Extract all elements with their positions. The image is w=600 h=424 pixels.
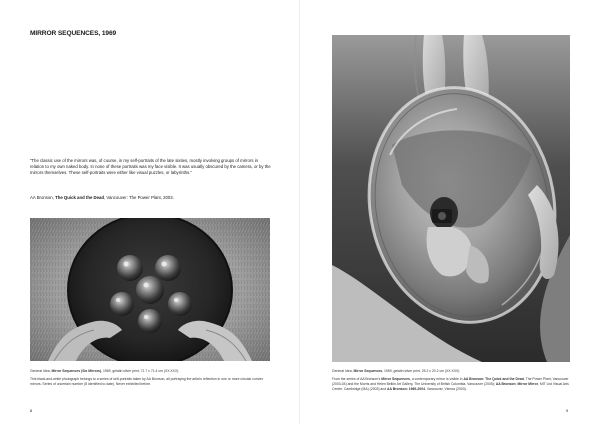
right-page — [300, 0, 600, 424]
right-caption-part-bold: Mirror Sequences — [381, 376, 410, 381]
right-photo-caption — [332, 369, 570, 392]
right-caption-part: , Vancouver, Vienna (2003). — [424, 386, 467, 391]
page-number-left: 8 — [30, 409, 33, 413]
quote-text: “The classic use of the mirrors was, of course, in my self-portraits of the late sixties, mostly involving groups of mirrors in relation to my own naked body. In none of these portraits was my face visible. It was usually obscured by the camera, or by the mirrors themselves. These self-portraits were either like visual puzzles, or labyrinths.” — [30, 158, 271, 176]
left-caption-heading — [30, 369, 272, 374]
right-caption-body — [332, 377, 570, 392]
page-number-right: 9 — [566, 409, 569, 413]
page-title: MIRROR SEQUENCES, 1969 — [30, 30, 117, 37]
left-caption-body: This black-and-white photograph belongs to a series of self-portraits taken by AA Bronson, all portraying the artist's reflection in one or more circular convex mirrors. Series of uncertain number (8 identified to date). Never exhibited before. — [30, 376, 264, 386]
photo-hand-mirror — [332, 35, 570, 362]
citation-rest: , Vancouver: The Power Plant, 2003. — [104, 195, 174, 200]
left-photo-caption — [30, 369, 272, 387]
citation-author: AA Bronson, — [30, 195, 56, 200]
left-caption-title: Mirror Sequences (Six Mirrors) — [51, 369, 102, 373]
right-caption-part: , MIT List Visual Arts Center, Cambridge (MA) (2003) and — [332, 381, 569, 391]
quote-citation — [30, 195, 272, 201]
right-caption-part: From the series of AA Bronson's — [332, 376, 382, 381]
right-caption-part: , a contemporary mirror is visible in — [409, 376, 464, 381]
left-caption-lead: General Idea, — [30, 369, 52, 373]
right-caption-part-bold: AA Bronson: The Quick and the Dead — [463, 376, 524, 381]
right-caption-heading — [332, 369, 570, 374]
right-caption-part: , The Power Plant, Vancouver (2003-04) and the Morris and Helen Belkin Art Gallery, The University of British Columbia, Vancouver (2005); — [332, 376, 569, 386]
right-caption-part-bold: AA Bronson: 1969-2004 — [387, 386, 425, 391]
right-caption-part-bold: AA Bronson: Mirror Mirror — [495, 381, 539, 386]
left-caption-details: , 1969, gelatin silver print, 71.7 x 71.4 cm (XX.XXX) — [101, 369, 179, 373]
citation-book: The Quick and the Dead — [55, 195, 105, 200]
right-caption-title: Mirror Sequences — [353, 369, 383, 373]
right-caption-lead: General Idea, — [332, 369, 354, 373]
photo-six-mirrors — [30, 218, 270, 361]
right-caption-details: , 1969, gelatin silver print, 25.2 x 20.2 cm (XX.XXX) — [382, 369, 460, 373]
